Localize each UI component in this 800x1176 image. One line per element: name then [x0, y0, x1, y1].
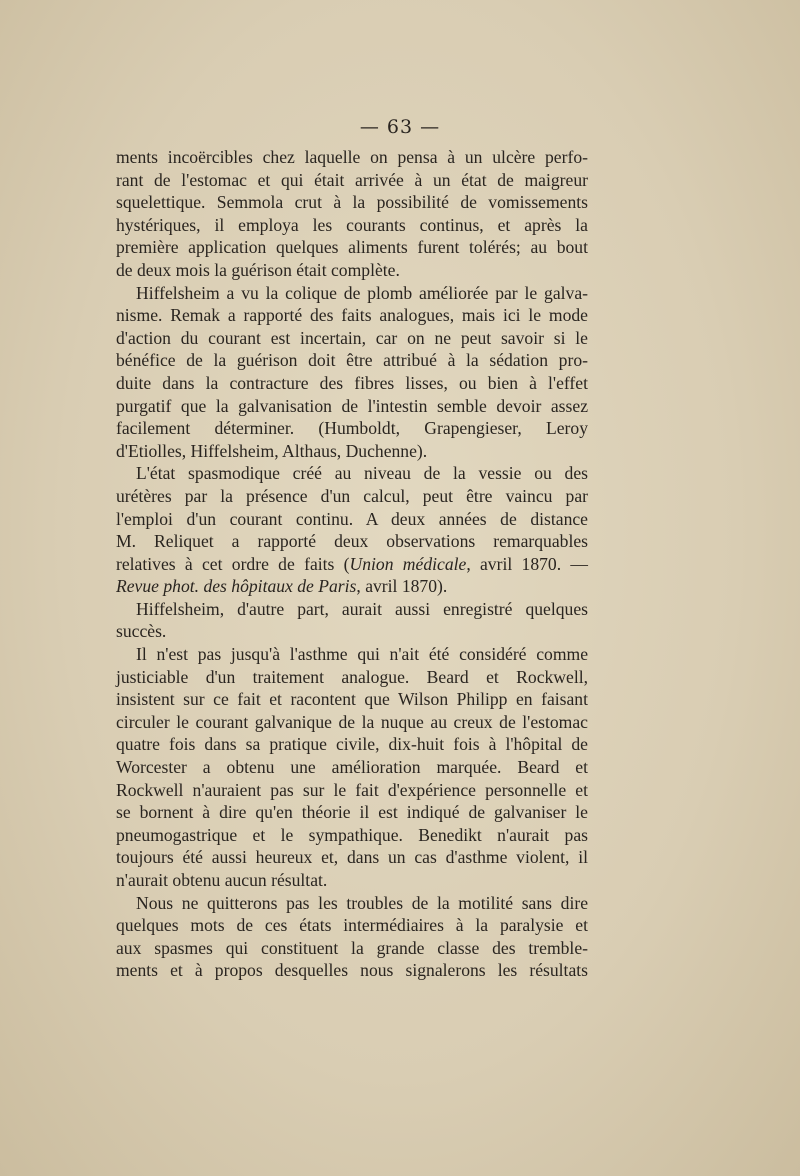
text-line: quatre fois dans sa pratique civile, dix-huit fois à l'hôpital de — [116, 734, 588, 755]
text-line: d'action du courant est incertain, car on ne peut savoir si le — [116, 327, 588, 348]
text-line-citation — [116, 575, 588, 598]
text-line: Hiffelsheim a vu la colique de plomb améliorée par le galva- — [136, 282, 588, 303]
paragraph-4 — [116, 598, 588, 643]
text-line: urétères par la présence d'un calcul, peut être vaincu par — [116, 485, 588, 506]
text-line: nisme. Remak a rapporté des faits analogues, mais ici le mode — [116, 305, 588, 326]
text-line: purgatif que la galvanisation de l'intestin semble devoir assez — [116, 395, 588, 416]
body-text — [116, 146, 588, 982]
text-line: ments incoërcibles chez laquelle on pensa à un ulcère perfo- — [116, 147, 588, 167]
text-line: justiciable d'un traitement analogue. Beard et Rockwell, — [116, 666, 588, 687]
text-line: première application quelques aliments furent tolérés; au bout — [116, 237, 588, 258]
text-line: toujours été aussi heureux et, dans un cas d'asthme violent, il — [116, 847, 588, 868]
text-line: succès. — [116, 621, 167, 642]
text-line: Worcester a obtenu une amélioration marquée. Beard et — [116, 757, 588, 778]
text-line: rant de l'estomac et qui était arrivée à un état de maigreur — [116, 169, 588, 190]
text-line: d'Etiolles, Hiffelsheim, Althaus, Duchenne). — [116, 440, 428, 461]
text-line: Rockwell n'auraient pas sur le fait d'expérience personnelle et — [116, 779, 588, 800]
citation-text: , avril 1870). — [356, 576, 448, 597]
text-line: de deux mois la guérison était complète. — [116, 259, 400, 280]
citation-journal-title: Revue phot. des hôpitaux de Paris — [116, 576, 357, 597]
text-line: Hiffelsheim, d'autre part, aurait aussi enregistré quelques — [136, 598, 588, 619]
text-line: quelques mots de ces états intermédiaires à la paralysie et — [116, 915, 588, 936]
text-line: l'emploi d'un courant continu. A deux années de distance — [116, 508, 588, 529]
paragraph-6 — [116, 892, 588, 982]
text-line: duite dans la contracture des fibres lisses, ou bien à l'effet — [116, 372, 588, 393]
text-line: aux spasmes qui constituent la grande classe des tremble- — [116, 937, 588, 958]
text-line: circuler le courant galvanique de la nuque au creux de l'estomac — [116, 711, 588, 732]
text-line: squelettique. Semmola crut à la possibilité de vomissements — [116, 192, 588, 213]
text-line: ments et à propos desquelles nous signalerons les résultats — [116, 960, 588, 981]
text-line: Nous ne quitterons pas les troubles de la motilité sans dire — [136, 892, 588, 913]
text-line: bénéfice de la guérison doit être attribué à la sédation pro- — [116, 350, 588, 371]
text-line: hystériques, il employa les courants continus, et après la — [116, 214, 588, 235]
paragraph-2 — [116, 282, 588, 463]
text-line: Il n'est pas jusqu'à l'asthme qui n'ait été considéré comme — [136, 644, 588, 665]
citation-journal-title: Union médicale — [349, 553, 467, 574]
citation-text: , avril 1870. — — [466, 553, 588, 574]
text-line: insistent sur ce fait et racontent que Wilson Philipp en faisant — [116, 689, 588, 710]
text-line-citation — [116, 553, 588, 576]
text-line: facilement déterminer. (Humboldt, Grapengieser, Leroy — [116, 418, 588, 439]
paragraph-1 — [116, 146, 588, 282]
page-number: — 63 — — [359, 116, 441, 138]
paragraph-3 — [116, 462, 588, 598]
paragraph-5 — [116, 643, 588, 892]
text-line: L'état spasmodique créé au niveau de la vessie ou des — [136, 463, 588, 484]
text-line: pneumogastrique et le sympathique. Benedikt n'aurait pas — [116, 824, 588, 845]
text-line: M. Reliquet a rapporté deux observations remarquables — [116, 531, 588, 552]
citation-text: relatives à cet ordre de faits ( — [116, 553, 350, 574]
text-line: n'aurait obtenu aucun résultat. — [116, 870, 328, 890]
text-line: se bornent à dire qu'en théorie il est indiqué de galvaniser le — [116, 802, 588, 823]
